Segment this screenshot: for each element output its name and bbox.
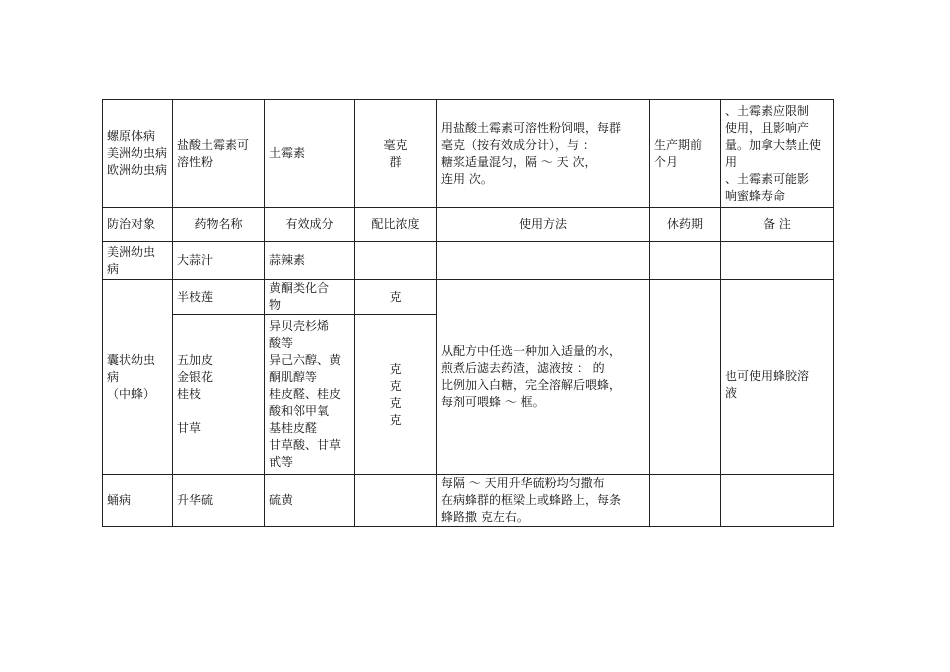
withdrawal-cell xyxy=(650,280,721,475)
header-usage: 使用方法 xyxy=(437,208,650,242)
target-cell: 美洲幼虫 病 xyxy=(103,242,173,280)
usage-cell xyxy=(437,242,650,280)
header-ingredient: 有效成分 xyxy=(265,208,355,242)
drug-cell: 盐酸土霉素可 溶性粉 xyxy=(173,100,265,208)
target-cell: 囊状幼虫 病 （中蜂） xyxy=(103,280,173,475)
withdrawal-cell xyxy=(650,242,721,280)
ingredient-cell: 土霉素 xyxy=(265,100,355,208)
usage-cell: 用盐酸土霉素可溶性粉饲喂，每群 毫克（按有效成分计），与 ： 糖浆适量混匀，隔 ～ 天 次， 连用 次。 xyxy=(437,100,650,208)
usage-cell: 从配方中任选一种加入适量的水， 煎煮后滤去药渣，滤液按 ： 的 比例加入白糖，完全溶解后喂蜂， 每剂可喂蜂 ～ 框。 xyxy=(437,280,650,475)
header-ratio: 配比浓度 xyxy=(355,208,437,242)
drug-cell: 五加皮 金银花 桂枝 甘草 xyxy=(173,315,265,475)
ratio-cell: 克 克 克 克 xyxy=(355,315,437,475)
notes-cell: 、土霉素应限制 使用，且影响产 量。加拿大禁止使 用 、土霉素可能影 响蜜蜂寿命 xyxy=(721,100,834,208)
notes-cell xyxy=(721,242,834,280)
header-target: 防治对象 xyxy=(103,208,173,242)
target-cell: 蛹病 xyxy=(103,475,173,527)
header-withdrawal: 休药期 xyxy=(650,208,721,242)
header-row xyxy=(103,208,834,242)
ratio-cell xyxy=(355,242,437,280)
notes-cell xyxy=(721,475,834,527)
table-row xyxy=(103,100,834,208)
ingredient-cell: 硫黄 xyxy=(265,475,355,527)
ratio-cell xyxy=(355,475,437,527)
withdrawal-cell xyxy=(650,475,721,527)
ingredient-cell: 异贝壳杉烯 酸等 异己六醇、黄 酮肌醇等 桂皮醛、桂皮 酸和邻甲氧 基桂皮醛 甘草酸、甘草 甙等 xyxy=(265,315,355,475)
notes-cell: 也可使用蜂胶溶 液 xyxy=(721,280,834,475)
table-row xyxy=(103,242,834,280)
withdrawal-cell: 生产期前 个月 xyxy=(650,100,721,208)
usage-cell: 每隔 ～ 天用升华硫粉均匀撒布 在病蜂群的框梁上或蜂路上，每条 蜂路撒 克左右。 xyxy=(437,475,650,527)
header-drug: 药物名称 xyxy=(173,208,265,242)
target-cell: 螺原体病 美洲幼虫病 欧洲幼虫病 xyxy=(103,100,173,208)
ratio-cell: 克 xyxy=(355,280,437,315)
header-notes: 备 注 xyxy=(721,208,834,242)
treatment-table xyxy=(102,99,834,527)
drug-cell: 半枝莲 xyxy=(173,280,265,315)
drug-cell: 升华硫 xyxy=(173,475,265,527)
table-row xyxy=(103,280,834,315)
ingredient-cell: 蒜辣素 xyxy=(265,242,355,280)
table-row xyxy=(103,475,834,527)
ratio-cell: 毫克 群 xyxy=(355,100,437,208)
ingredient-cell: 黄酮类化合 物 xyxy=(265,280,355,315)
drug-cell: 大蒜汁 xyxy=(173,242,265,280)
